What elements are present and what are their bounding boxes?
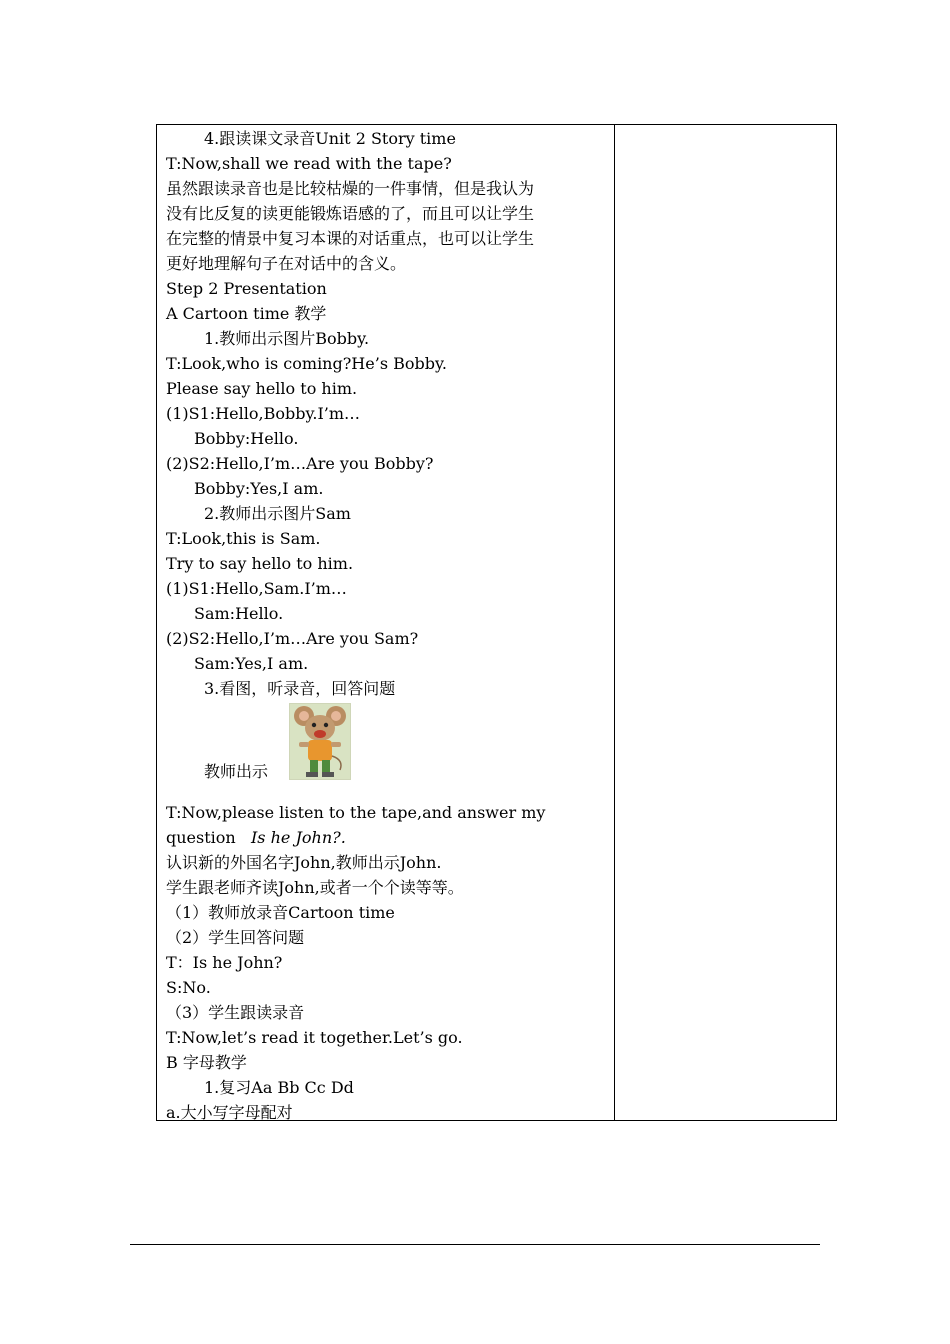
text-line: Bobby:Hello. [194, 429, 299, 448]
question-italic: Is he John?. [250, 828, 346, 847]
cartoon-mouse-icon [290, 704, 350, 779]
lesson-table [156, 124, 837, 1121]
text-line: (1)S1:Hello,Sam.I’m… [166, 579, 347, 598]
text-line: T:Now,let’s read it together.Let’s go. [166, 1028, 463, 1047]
text-line: 在完整的情景中复习本课的对话重点，也可以让学生 [166, 229, 535, 248]
section-heading: Step 2 Presentation [166, 279, 327, 298]
text-line: Try to say hello to him. [166, 554, 354, 573]
question-word: question [166, 828, 236, 847]
question-line [166, 826, 346, 850]
text-line: （3）学生跟读录音 [166, 1003, 305, 1022]
text-line: S:No. [166, 978, 211, 997]
subsection-heading: B 字母教学 [166, 1053, 247, 1072]
text-line: T:Now,please listen to the tape,and answer my [166, 803, 546, 822]
text-line: T：Is he John? [166, 953, 283, 972]
text-line: 4.跟读课文录音Unit 2 Story time [204, 129, 456, 148]
picture-caption: 教师出示 [204, 762, 269, 781]
text-line: 1.复习Aa Bb Cc Dd [204, 1078, 354, 1097]
text-line: T:Look,this is Sam. [166, 529, 321, 548]
mouse-picture [289, 703, 351, 780]
text-line: a.大小写字母配对 [166, 1103, 293, 1122]
footer-rule [130, 1244, 820, 1245]
text-line: 1.教师出示图片Bobby. [204, 329, 370, 348]
text-line: Sam:Yes,I am. [194, 654, 309, 673]
text-line: Please say hello to him. [166, 379, 358, 398]
text-line: （2）学生回答问题 [166, 928, 305, 947]
text-line: 认识新的外国名字John,教师出示John. [166, 853, 442, 872]
column-divider [614, 125, 615, 1120]
text-line: 学生跟老师齐读John,或者一个个读等等。 [166, 878, 464, 897]
text-line: Bobby:Yes,I am. [194, 479, 324, 498]
text-line: (2)S2:Hello,I’m…Are you Bobby? [166, 454, 434, 473]
text-line: T:Now,shall we read with the tape? [166, 154, 452, 173]
text-line: 更好地理解句子在对话中的含义。 [166, 254, 407, 273]
text-line: （1）教师放录音Cartoon time [166, 903, 395, 922]
text-line: 没有比反复的读更能锻炼语感的了，而且可以让学生 [166, 204, 535, 223]
subsection-heading: A Cartoon time 教学 [166, 304, 327, 323]
text-line: (2)S2:Hello,I’m…Are you Sam? [166, 629, 419, 648]
text-line: 虽然跟读录音也是比较枯燥的一件事情，但是我认为 [166, 179, 535, 198]
text-line: 2.教师出示图片Sam [204, 504, 351, 523]
text-line: T:Look,who is coming?He’s Bobby. [166, 354, 447, 373]
text-line: Sam:Hello. [194, 604, 284, 623]
text-line: (1)S1:Hello,Bobby.I’m… [166, 404, 361, 423]
text-line: 3.看图，听录音，回答问题 [204, 679, 396, 698]
